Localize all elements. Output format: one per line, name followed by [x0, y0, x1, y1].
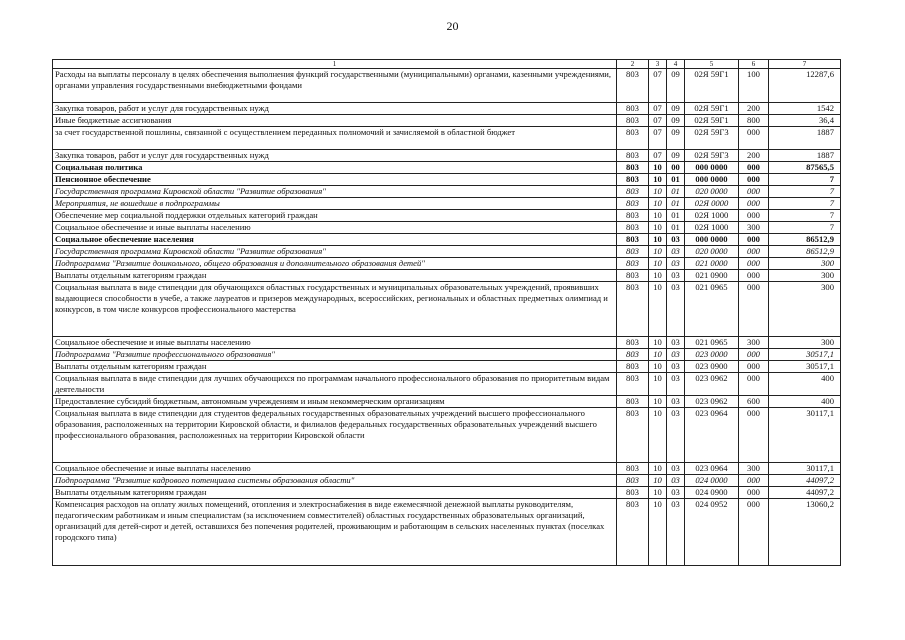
expense-type-code-cell: 000 [739, 127, 769, 150]
subsection-code-cell: 03 [667, 282, 685, 337]
target-item-code-cell: 024 0900 [685, 487, 739, 499]
expense-type-code-cell: 000 [739, 234, 769, 246]
amount-cell: 86512,9 [769, 234, 841, 246]
expense-name-cell: Обеспечение мер социальной поддержки отдельных категорий граждан [53, 210, 617, 222]
amount-cell: 7 [769, 198, 841, 210]
section-code-cell: 10 [649, 222, 667, 234]
column-number: 4 [667, 60, 685, 69]
section-code-cell: 07 [649, 103, 667, 115]
subsection-code-cell: 03 [667, 361, 685, 373]
table-row [53, 463, 841, 475]
amount-cell: 7 [769, 174, 841, 186]
subsection-code-cell: 03 [667, 487, 685, 499]
section-code-cell: 10 [649, 396, 667, 408]
table-row [53, 162, 841, 174]
target-item-code-cell: 023 0000 [685, 349, 739, 361]
subsection-code-cell: 03 [667, 246, 685, 258]
amount-cell: 30117,1 [769, 463, 841, 475]
expense-type-code-cell: 600 [739, 396, 769, 408]
section-code-cell: 07 [649, 127, 667, 150]
column-number: 6 [739, 60, 769, 69]
table-row [53, 499, 841, 566]
subsection-code-cell: 09 [667, 127, 685, 150]
table-row [53, 475, 841, 487]
section-code-cell: 10 [649, 270, 667, 282]
expense-name-cell: Закупка товаров, работ и услуг для государственных нужд [53, 150, 617, 162]
section-code-cell: 10 [649, 373, 667, 396]
section-code-cell: 10 [649, 408, 667, 463]
department-code-cell: 803 [617, 198, 649, 210]
amount-cell: 300 [769, 270, 841, 282]
subsection-code-cell: 03 [667, 258, 685, 270]
subsection-code-cell: 01 [667, 222, 685, 234]
expense-name-cell: Иные бюджетные ассигнования [53, 115, 617, 127]
budget-table [52, 59, 841, 566]
department-code-cell: 803 [617, 150, 649, 162]
target-item-code-cell: 021 0900 [685, 270, 739, 282]
table-row [53, 222, 841, 234]
department-code-cell: 803 [617, 115, 649, 127]
expense-type-code-cell: 000 [739, 246, 769, 258]
amount-cell: 86512,9 [769, 246, 841, 258]
amount-cell: 13060,2 [769, 499, 841, 566]
department-code-cell: 803 [617, 475, 649, 487]
subsection-code-cell: 01 [667, 198, 685, 210]
target-item-code-cell: 020 0000 [685, 246, 739, 258]
department-code-cell: 803 [617, 396, 649, 408]
expense-type-code-cell: 000 [739, 499, 769, 566]
section-code-cell: 10 [649, 258, 667, 270]
department-code-cell: 803 [617, 463, 649, 475]
expense-type-code-cell: 300 [739, 463, 769, 475]
expense-type-code-cell: 000 [739, 174, 769, 186]
expense-type-code-cell: 100 [739, 69, 769, 103]
expense-type-code-cell: 200 [739, 150, 769, 162]
department-code-cell: 803 [617, 69, 649, 103]
subsection-code-cell: 01 [667, 174, 685, 186]
expense-type-code-cell: 000 [739, 373, 769, 396]
target-item-code-cell: 000 0000 [685, 174, 739, 186]
expense-type-code-cell: 200 [739, 103, 769, 115]
subsection-code-cell: 01 [667, 186, 685, 198]
table-row [53, 487, 841, 499]
subsection-code-cell: 03 [667, 270, 685, 282]
table-row [53, 349, 841, 361]
amount-cell: 30117,1 [769, 408, 841, 463]
table-row [53, 270, 841, 282]
expense-type-code-cell: 800 [739, 115, 769, 127]
expense-type-code-cell: 300 [739, 337, 769, 349]
column-number: 7 [769, 60, 841, 69]
target-item-code-cell: 000 0000 [685, 234, 739, 246]
expense-name-cell: Социальная выплата в виде стипендии для студентов федеральных государственных образовательных учреждений высшего профессионального образования, расположенных на территории Кировской области, и филиалов федеральных государственных образовательных учреждений высшего профессионального образования, расположенных на территории Кировской области [53, 408, 617, 463]
expense-type-code-cell: 000 [739, 270, 769, 282]
department-code-cell: 803 [617, 337, 649, 349]
expense-name-cell: Социальное обеспечение и иные выплаты населению [53, 463, 617, 475]
table-row [53, 186, 841, 198]
expense-type-code-cell: 000 [739, 475, 769, 487]
expense-name-cell: Государственная программа Кировской области "Развитие образования" [53, 246, 617, 258]
expense-name-cell: Социальная выплата в виде стипендии для обучающихся областных государственных и муниципальных образовательных учреждений, проявивших выдающиеся способности в учебе, а также лауреатов и призеров международных, всероссийских, региональных и областных предметных олимпиад и конкурсов, в том числе конкурсов профессионального мастерства [53, 282, 617, 337]
subsection-code-cell: 03 [667, 234, 685, 246]
target-item-code-cell: 02Я 0000 [685, 198, 739, 210]
subsection-code-cell: 00 [667, 162, 685, 174]
target-item-code-cell: 023 0962 [685, 396, 739, 408]
expense-name-cell: Выплаты отдельным категориям граждан [53, 270, 617, 282]
target-item-code-cell: 023 0964 [685, 463, 739, 475]
expense-type-code-cell: 000 [739, 487, 769, 499]
table-row [53, 373, 841, 396]
table-row [53, 282, 841, 337]
section-code-cell: 10 [649, 162, 667, 174]
target-item-code-cell: 023 0962 [685, 373, 739, 396]
table-row [53, 127, 841, 150]
subsection-code-cell: 03 [667, 349, 685, 361]
table-row [53, 337, 841, 349]
subsection-code-cell: 09 [667, 69, 685, 103]
amount-cell: 400 [769, 396, 841, 408]
target-item-code-cell: 023 0964 [685, 408, 739, 463]
section-code-cell: 07 [649, 69, 667, 103]
expense-type-code-cell: 000 [739, 198, 769, 210]
amount-cell: 300 [769, 337, 841, 349]
expense-name-cell: за счет государственной пошлины, связанной с осуществлением переданных полномочий и зачисляемой в областной бюджет [53, 127, 617, 150]
amount-cell: 30517,1 [769, 349, 841, 361]
section-code-cell: 10 [649, 487, 667, 499]
expense-name-cell: Подпрограмма "Развитие дошкольного, общего образования и дополнительного образования детей" [53, 258, 617, 270]
target-item-code-cell: 021 0965 [685, 337, 739, 349]
column-number: 3 [649, 60, 667, 69]
expense-name-cell: Компенсация расходов на оплату жилых помещений, отопления и электроснабжения в виде ежемесячной денежной выплаты руководителям, педагогическим работникам и иным специалистам (за исключением совместителей) областных государственных образовательных организаций, организаций для детей-сирот и детей, оставшихся без попечения родителей, проживающим и работающим в сельских населенных пунктах (поселках городского типа) [53, 499, 617, 566]
amount-cell: 12287,6 [769, 69, 841, 103]
table-row [53, 408, 841, 463]
target-item-code-cell: 024 0000 [685, 475, 739, 487]
amount-cell: 87565,5 [769, 162, 841, 174]
subsection-code-cell: 01 [667, 210, 685, 222]
subsection-code-cell: 09 [667, 150, 685, 162]
section-code-cell: 10 [649, 475, 667, 487]
expense-name-cell: Расходы на выплаты персоналу в целях обеспечения выполнения функций государственными (муниципальными) органами, казенными учреждениями, органами управления государственными внебюджетными фондами [53, 69, 617, 103]
amount-cell: 1887 [769, 127, 841, 150]
subsection-code-cell: 03 [667, 373, 685, 396]
department-code-cell: 803 [617, 487, 649, 499]
expense-name-cell: Подпрограмма "Развитие профессионального образования" [53, 349, 617, 361]
target-item-code-cell: 000 0000 [685, 162, 739, 174]
expense-name-cell: Предоставление субсидий бюджетным, автономным учреждениям и иным некоммерческим организациям [53, 396, 617, 408]
amount-cell: 44097,2 [769, 475, 841, 487]
table-row [53, 198, 841, 210]
department-code-cell: 803 [617, 246, 649, 258]
section-code-cell: 10 [649, 234, 667, 246]
subsection-code-cell: 09 [667, 115, 685, 127]
department-code-cell: 803 [617, 408, 649, 463]
section-code-cell: 10 [649, 349, 667, 361]
amount-cell: 400 [769, 373, 841, 396]
target-item-code-cell: 02Я 59Г3 [685, 127, 739, 150]
department-code-cell: 803 [617, 234, 649, 246]
column-number: 5 [685, 60, 739, 69]
expense-name-cell: Государственная программа Кировской области "Развитие образования" [53, 186, 617, 198]
column-number-row [53, 60, 841, 69]
subsection-code-cell: 03 [667, 408, 685, 463]
table-row [53, 246, 841, 258]
table-row [53, 115, 841, 127]
table-row [53, 103, 841, 115]
target-item-code-cell: 02Я 1000 [685, 210, 739, 222]
table-row [53, 150, 841, 162]
target-item-code-cell: 02Я 1000 [685, 222, 739, 234]
section-code-cell: 10 [649, 282, 667, 337]
section-code-cell: 07 [649, 150, 667, 162]
amount-cell: 7 [769, 186, 841, 198]
target-item-code-cell: 02Я 59Г1 [685, 115, 739, 127]
expense-name-cell: Мероприятия, не вошедшие в подпрограммы [53, 198, 617, 210]
amount-cell: 1542 [769, 103, 841, 115]
expense-type-code-cell: 000 [739, 162, 769, 174]
column-number: 1 [53, 60, 617, 69]
expense-type-code-cell: 000 [739, 282, 769, 337]
expense-type-code-cell: 000 [739, 361, 769, 373]
table-row [53, 361, 841, 373]
section-code-cell: 10 [649, 246, 667, 258]
target-item-code-cell: 024 0952 [685, 499, 739, 566]
target-item-code-cell: 023 0900 [685, 361, 739, 373]
amount-cell: 1887 [769, 150, 841, 162]
target-item-code-cell: 02Я 59Г1 [685, 69, 739, 103]
subsection-code-cell: 03 [667, 475, 685, 487]
amount-cell: 36,4 [769, 115, 841, 127]
department-code-cell: 803 [617, 373, 649, 396]
section-code-cell: 10 [649, 337, 667, 349]
target-item-code-cell: 02Я 59Г3 [685, 150, 739, 162]
subsection-code-cell: 03 [667, 396, 685, 408]
section-code-cell: 10 [649, 361, 667, 373]
expense-type-code-cell: 000 [739, 210, 769, 222]
table-row [53, 174, 841, 186]
expense-type-code-cell: 000 [739, 349, 769, 361]
table-row [53, 234, 841, 246]
section-code-cell: 10 [649, 463, 667, 475]
table-row [53, 210, 841, 222]
amount-cell: 44097,2 [769, 487, 841, 499]
expense-name-cell: Выплаты отдельным категориям граждан [53, 361, 617, 373]
subsection-code-cell: 03 [667, 463, 685, 475]
expense-type-code-cell: 000 [739, 258, 769, 270]
department-code-cell: 803 [617, 186, 649, 198]
table-row [53, 69, 841, 103]
budget-table-body [53, 60, 841, 566]
table-row [53, 258, 841, 270]
amount-cell: 7 [769, 222, 841, 234]
subsection-code-cell: 03 [667, 499, 685, 566]
expense-name-cell: Социальная выплата в виде стипендии для лучших обучающихся по программам начального профессионального образования по приоритетным видам деятельности [53, 373, 617, 396]
section-code-cell: 10 [649, 499, 667, 566]
department-code-cell: 803 [617, 103, 649, 115]
target-item-code-cell: 02Я 59Г1 [685, 103, 739, 115]
expense-name-cell: Выплаты отдельным категориям граждан [53, 487, 617, 499]
section-code-cell: 10 [649, 174, 667, 186]
section-code-cell: 07 [649, 115, 667, 127]
amount-cell: 30517,1 [769, 361, 841, 373]
department-code-cell: 803 [617, 210, 649, 222]
expense-type-code-cell: 000 [739, 408, 769, 463]
department-code-cell: 803 [617, 258, 649, 270]
department-code-cell: 803 [617, 282, 649, 337]
section-code-cell: 10 [649, 198, 667, 210]
subsection-code-cell: 03 [667, 337, 685, 349]
table-row [53, 396, 841, 408]
section-code-cell: 10 [649, 210, 667, 222]
column-number: 2 [617, 60, 649, 69]
amount-cell: 300 [769, 282, 841, 337]
expense-name-cell: Социальное обеспечение и иные выплаты населению [53, 222, 617, 234]
expense-name-cell: Пенсионное обеспечение [53, 174, 617, 186]
department-code-cell: 803 [617, 127, 649, 150]
target-item-code-cell: 020 0000 [685, 186, 739, 198]
target-item-code-cell: 021 0000 [685, 258, 739, 270]
department-code-cell: 803 [617, 499, 649, 566]
amount-cell: 300 [769, 258, 841, 270]
department-code-cell: 803 [617, 174, 649, 186]
amount-cell: 7 [769, 210, 841, 222]
department-code-cell: 803 [617, 162, 649, 174]
department-code-cell: 803 [617, 270, 649, 282]
expense-type-code-cell: 000 [739, 186, 769, 198]
department-code-cell: 803 [617, 222, 649, 234]
expense-name-cell: Социальное обеспечение населения [53, 234, 617, 246]
page-number: 20 [446, 19, 459, 33]
subsection-code-cell: 09 [667, 103, 685, 115]
section-code-cell: 10 [649, 186, 667, 198]
department-code-cell: 803 [617, 361, 649, 373]
department-code-cell: 803 [617, 349, 649, 361]
expense-name-cell: Социальное обеспечение и иные выплаты населению [53, 337, 617, 349]
expense-type-code-cell: 300 [739, 222, 769, 234]
target-item-code-cell: 021 0965 [685, 282, 739, 337]
expense-name-cell: Социальная политика [53, 162, 617, 174]
expense-name-cell: Закупка товаров, работ и услуг для государственных нужд [53, 103, 617, 115]
expense-name-cell: Подпрограмма "Развитие кадрового потенциала системы образования области" [53, 475, 617, 487]
